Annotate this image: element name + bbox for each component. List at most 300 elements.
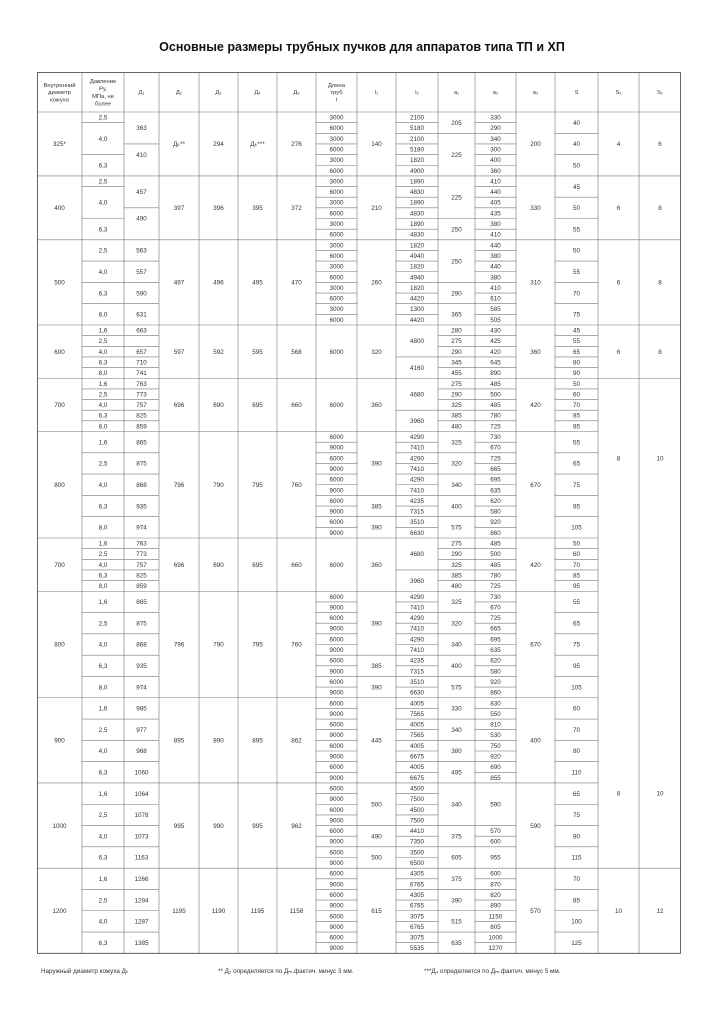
l2-value: 7500 [409,817,425,825]
l2-value: 1890 [409,199,425,207]
a2-value: 920 [490,678,501,686]
column-header: Длина [328,82,345,89]
l2-value: 4410 [409,828,425,836]
d1-value: 590 [136,290,147,298]
a2-value: 485 [490,561,501,569]
s-value: 80 [572,748,581,756]
dimensions-table [37,72,681,960]
a2-value: 890 [490,902,501,910]
tube-length: 6000 [329,785,344,793]
s-value: 65 [572,620,581,628]
tube-length: 9000 [329,668,344,676]
d1-value: 968 [136,748,147,756]
a2-value: 780 [490,412,501,420]
a2-value: 805 [490,923,501,931]
l2-value: 2100 [409,135,425,143]
s-value: 55 [572,439,581,447]
a2-value: 550 [490,710,501,718]
column-header: a₁ [453,90,460,97]
a1-value: 340 [451,481,462,489]
a2-value: 485 [490,402,501,410]
l2-value: 1820 [409,284,425,292]
pressure-value: 2,5 [98,178,108,186]
footnote-outer-diameter: Наружный диаметр кожуха Дₖ [41,968,129,975]
a2-value: 580 [490,508,501,516]
s-value: 50 [572,380,581,388]
tube-length: 6000 [329,519,344,527]
tube-length: 6000 [329,849,344,857]
l2-value: 6675 [409,774,425,782]
l2-value: 1820 [409,263,425,271]
d1-value: 773 [136,391,147,399]
l1-value: 360 [371,402,382,410]
tube-length: 3000 [329,114,344,122]
a3-value: 590 [530,822,541,830]
a2-value: 695 [490,636,501,644]
d1-value: 763 [136,540,147,548]
a1-value: 480 [451,423,462,431]
l2-value: 4830 [409,189,425,197]
tube-length: 6000 [329,764,344,772]
pressure-value: 4,0 [98,199,108,207]
a2-value: 410 [490,178,501,186]
a2-value: 690 [490,764,501,772]
s-value: 60 [572,551,581,559]
s-value: 45 [572,183,581,191]
d1-value: 710 [136,359,147,367]
l2-value: 4800 [409,338,425,346]
l2-value: 4005 [409,742,425,750]
s-value: 75 [572,311,581,319]
tube-length: 9000 [329,881,344,889]
tube-length: 6000 [329,167,344,175]
a3-value: 400 [530,737,541,745]
s-value: 40 [572,141,581,149]
l2-value: 1890 [409,221,425,229]
d1-value: 1163 [134,854,149,862]
a2-value: 500 [490,391,501,399]
d1-value: 457 [136,189,147,197]
tube-length: 6000 [329,497,344,505]
s-value: 70 [572,561,581,569]
s-value: 85 [572,412,581,420]
a1-value: 275 [451,540,462,548]
table-border [38,73,681,954]
tube-length: 6000 [329,476,344,484]
shell-diameter: 1200 [52,907,67,915]
s-value: 70 [572,876,581,883]
s1-value: 6 [616,348,621,356]
a2-value: 380 [490,274,501,282]
s-value: 65 [572,348,581,356]
pressure-value: 6,3 [98,503,108,511]
l2-value: 4420 [409,316,425,324]
a1-value: 325 [451,439,462,447]
a2-value: 300 [490,146,501,154]
pressure-value: 8,0 [98,524,108,532]
a2-value: 750 [490,742,501,750]
a2-value: 530 [490,732,501,740]
d1-value: 741 [136,370,147,378]
d4-value: 795 [252,641,263,649]
a1-value: 205 [451,119,462,127]
d3-value: 396 [213,205,224,213]
a1-value: 635 [451,939,462,947]
column-header: Д₂ [175,90,183,97]
d1-value: 825 [136,572,147,580]
d4-value: Дₖ*** [250,141,265,149]
s-value: 65 [572,460,581,468]
tube-length: 3000 [329,221,344,229]
pressure-value: 4,0 [98,402,108,410]
table-grid [37,72,681,960]
l2-value: 7410 [409,444,425,452]
pressure-value: 1,6 [98,540,108,548]
a2-value: 955 [490,854,501,862]
l2-value: 4305 [409,870,425,878]
a2-value: 920 [490,753,501,761]
d2-value: Дₖ** [173,141,185,149]
d1-value: 875 [136,460,147,468]
l2-value: 4940 [409,252,425,260]
a3-value: 310 [530,279,541,287]
a2-value: 485 [490,380,501,388]
pressure-value: 4,0 [98,481,108,489]
d1-value: 985 [136,705,147,713]
d1-value: 1287 [134,918,149,926]
a1-value: 280 [451,327,462,335]
l1-value: 360 [371,561,382,569]
d5-value: 962 [291,822,302,830]
s-value: 60 [572,391,581,399]
shell-diameter: 325* [53,141,66,149]
a1-value: 480 [451,583,462,591]
pressure-value: 2,5 [98,247,108,255]
l2-value: 7410 [409,647,425,655]
l1-value: 445 [371,737,382,745]
shell-diameter: 800 [54,641,65,649]
s-value: 40 [572,119,581,127]
s1-value: 6 [616,205,621,213]
s-value: 100 [571,918,582,926]
tube-length: 6000 [329,402,344,410]
a1-value: 250 [451,258,462,266]
d1-value: 1266 [134,876,149,883]
d1-value: 865 [136,599,147,607]
a2-value: 590 [490,801,501,809]
s-value: 55 [572,599,581,607]
l2-value: 6630 [409,529,425,537]
d5-value: 372 [291,205,302,213]
d4-value: 895 [252,737,263,745]
d1-value: 763 [136,380,147,388]
a2-value: 505 [490,316,501,324]
a2-value: 670 [490,604,501,612]
shell-diameter: 600 [54,348,65,356]
l2-value: 7410 [409,604,425,612]
a1-value: 385 [451,572,462,580]
a2-value: 820 [490,891,501,899]
l1-value: 140 [371,141,382,149]
l2-value: 7500 [409,796,425,804]
pressure-value: 2,5 [98,812,108,820]
a3-value: 670 [530,641,541,649]
pressure-value: 4,0 [98,348,108,356]
l2-value: 4305 [409,891,425,899]
column-header: a₃ [532,90,539,97]
a1-value: 400 [451,503,462,511]
tube-length: 6000 [329,828,344,836]
pressure-value: 6,3 [98,226,108,234]
d1-value: 977 [136,726,147,734]
a2-value: 810 [490,721,501,729]
d1-value: 1060 [134,769,149,777]
a2-value: 600 [490,838,501,846]
a1-value: 330 [451,705,462,713]
s-value: 80 [572,359,581,367]
s-value: 75 [572,481,581,489]
pressure-value: 4,0 [98,135,108,143]
a1-value: 575 [451,684,462,692]
pressure-value: 6,3 [98,854,108,862]
tube-length: 6000 [329,934,344,942]
d5-value: 760 [291,641,302,649]
a2-value: 860 [490,529,501,537]
tube-length: 3000 [329,263,344,271]
tube-length: 3000 [329,157,344,165]
a2-value: 440 [490,242,501,250]
s-value: 125 [571,939,582,947]
d2-value: 696 [173,402,185,410]
a2-value: 610 [490,295,501,303]
tube-length: 6000 [329,806,344,814]
tube-length: 9000 [329,838,344,846]
tube-length: 6000 [329,146,344,154]
d1-value: 490 [136,215,147,223]
page-title: Основные размеры трубных пучков для аппаратов типа ТП и ХП [159,40,565,54]
tube-length: 6000 [329,593,344,601]
a2-value: 830 [490,700,501,708]
a1-value: 320 [451,460,462,468]
tube-length: 6000 [329,455,344,463]
s-value: 85 [572,897,581,905]
d1-value: 410 [136,151,147,159]
s-value: 55 [572,226,581,234]
s2-value: 8 [658,279,662,287]
d1-value: 859 [136,583,147,591]
s-value: 45 [572,327,581,335]
s2-value: 10 [656,455,664,463]
tube-length: 9000 [329,902,344,910]
d2-value: 796 [173,641,185,649]
s2-value: 12 [656,907,664,915]
s-value: 95 [572,423,581,431]
a1-value: 325 [451,561,462,569]
tube-length: 6000 [329,210,344,218]
s-value: 70 [572,290,581,298]
pressure-value: 4,0 [98,268,108,276]
a1-value: 390 [451,897,462,905]
a1-value: 290 [451,290,462,298]
l2-value: 3510 [409,519,425,527]
d2-value: 895 [173,737,185,745]
a2-value: 670 [490,444,501,452]
tube-length: 6000 [329,913,344,921]
a2-value: 440 [490,189,501,197]
tube-length: 6000 [329,870,344,878]
a2-value: 1150 [488,913,503,921]
d4-value: 695 [252,561,263,569]
d1-value: 557 [136,268,147,276]
d1-value: 868 [136,641,147,649]
pressure-value: 2,5 [98,114,108,122]
pressure-value: 1,6 [98,705,108,713]
d4-value: 795 [252,481,263,489]
s-value: 70 [572,402,581,410]
tube-length: 9000 [329,774,344,782]
d2-value: 796 [173,481,185,489]
d5-value: 660 [291,561,302,569]
column-header: Д₃ [215,90,222,97]
tube-length: 3000 [329,135,344,143]
pressure-value: 6,3 [98,939,108,947]
pressure-value: 6,3 [98,769,108,777]
a2-value: 330 [490,114,501,122]
l2-value: 6500 [409,860,425,868]
a2-value: 440 [490,263,501,271]
s-value: 50 [572,247,581,255]
d1-value: 631 [136,311,147,319]
d3-value: 790 [213,481,224,489]
a2-value: 920 [490,519,501,527]
l2-value: 4500 [409,785,425,793]
l2-value: 4005 [409,764,425,772]
s-value: 55 [572,268,581,276]
d5-value: 1158 [289,907,304,915]
tube-length: 9000 [329,732,344,740]
l2-value: 4290 [409,615,425,623]
l2-value: 6765 [409,881,425,889]
tube-length: 6000 [329,742,344,750]
l1-value: 490 [371,833,382,841]
a2-value: 1270 [488,945,503,953]
a1-value: 380 [451,748,462,756]
footnote-d2: ** Д₂ определяется по Дₘ.фактич. минус 3 мм. [218,968,354,975]
a1-value: 275 [451,338,462,346]
tube-length: 9000 [329,753,344,761]
tube-length: 6000 [329,125,344,133]
tube-length: 9000 [329,945,344,953]
l2-value: 4290 [409,476,425,484]
pressure-value: 6,3 [98,412,108,420]
tube-length: 3000 [329,242,344,250]
s-value: 65 [572,790,581,798]
d5-value: 660 [291,402,302,410]
d3-value: 690 [213,402,224,410]
d3-value: 1190 [211,907,226,915]
a2-value: 730 [490,434,501,442]
d1-value: 1073 [134,833,149,841]
a2-value: 380 [490,252,501,260]
tube-length: 6000 [329,274,344,282]
d3-value: 890 [213,737,224,745]
d3-value: 592 [213,348,224,356]
pressure-value: 2,5 [98,897,108,905]
d1-value: 875 [136,620,147,628]
column-header: l₁ [374,90,379,97]
a2-value: 435 [490,210,501,218]
column-header: кожуха [50,97,69,104]
pressure-value: 6,3 [98,359,108,367]
tube-length: 6000 [329,700,344,708]
a2-value: 665 [490,625,501,633]
pressure-value: 6,3 [98,663,108,670]
s1-value: 8 [616,455,621,463]
l2-value: 4290 [409,455,425,463]
tube-length: 9000 [329,647,344,655]
l1-value: 390 [371,460,382,468]
d5-value: 568 [291,348,302,356]
a2-value: 855 [490,774,501,782]
tube-length: 6000 [329,348,344,356]
d1-value: 1064 [134,790,149,798]
shell-diameter: 400 [54,205,65,213]
d2-value: 597 [173,348,185,356]
a1-value: 340 [451,726,462,734]
l2-value: 3075 [409,913,425,921]
pressure-value: 2,5 [98,620,108,628]
tube-length: 6000 [329,615,344,623]
d1-value: 657 [136,348,147,356]
l2-value: 7315 [409,668,425,676]
a2-value: 400 [490,157,501,165]
l2-value: 5535 [409,945,425,953]
pressure-value: 1,6 [98,599,108,607]
pressure-value: 8,0 [98,684,108,692]
column-header: диаметр [48,90,71,97]
d1-value: 1385 [134,939,149,947]
shell-diameter: 500 [54,279,65,287]
tube-length: 3000 [329,178,344,186]
l2-value: 4290 [409,593,425,601]
a2-value: 620 [490,497,501,505]
l2-value: 4680 [409,551,425,559]
d1-value: 935 [136,503,147,511]
s-value: 95 [572,583,581,591]
a2-value: 405 [490,199,501,207]
pressure-value: 1,6 [98,876,108,883]
l2-value: 4290 [409,636,425,644]
d4-value: 595 [252,348,263,356]
l1-value: 615 [371,907,382,915]
pressure-value: 4,0 [98,748,108,756]
pressure-value: 2,5 [98,460,108,468]
a2-value: 730 [490,593,501,601]
l2-value: 6765 [409,923,425,931]
pressure-value: 2,5 [98,551,108,559]
a1-value: 275 [451,380,462,388]
a1-value: 495 [451,769,462,777]
tube-length: 6000 [329,189,344,197]
d4-value: 1195 [250,907,265,915]
l1-value: 390 [371,684,382,692]
column-header: Д₁ [138,90,145,97]
s-value: 105 [571,684,582,692]
d1-value: 363 [136,125,147,133]
a2-value: 410 [490,231,501,239]
tube-length: 9000 [329,465,344,473]
shell-diameter: 900 [54,737,65,745]
